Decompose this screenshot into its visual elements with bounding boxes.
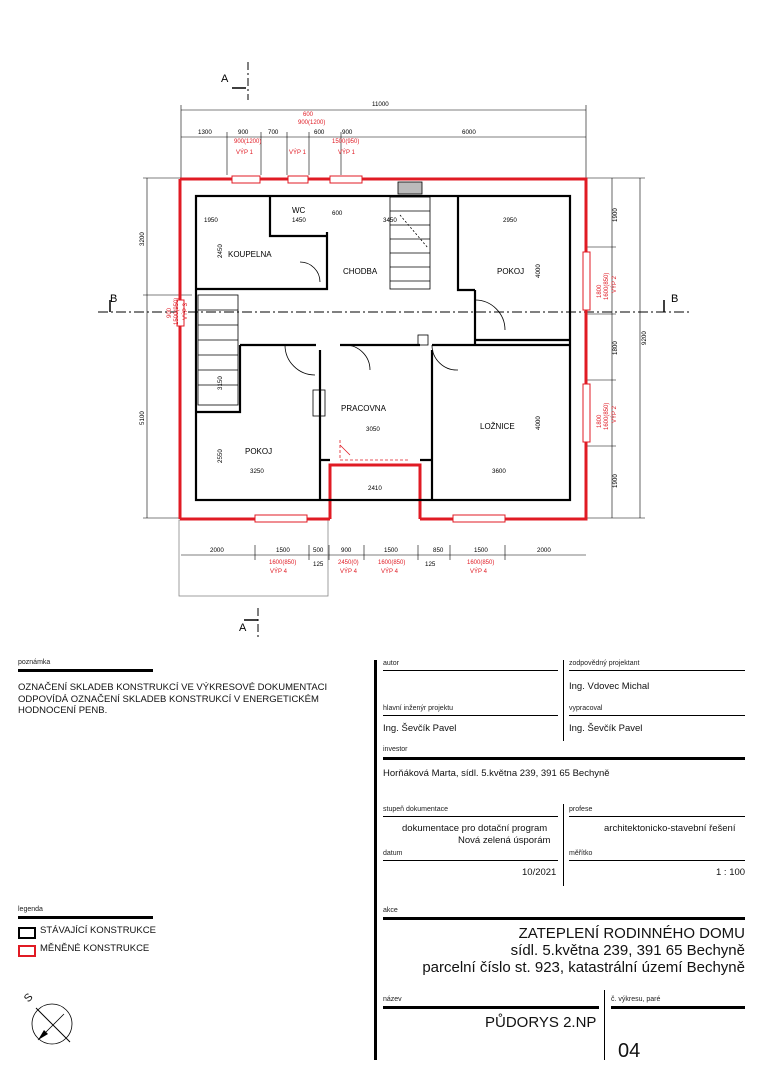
legend-label-changed: MĚNĚNÉ KONSTRUKCE xyxy=(40,943,150,954)
dim-red-bottom-3: 1600(850) xyxy=(467,560,495,566)
tb-divider-1 xyxy=(563,660,564,741)
dim-bottom-4: 1500 xyxy=(384,547,398,554)
dim-red-right-2: 1800 xyxy=(597,414,603,428)
stupen-value-1: dokumentace pro dotační program xyxy=(402,823,548,834)
legend-label-existing: STÁVAJÍCÍ KONSTRUKCE xyxy=(40,925,156,936)
section-a-label-bottom: A xyxy=(239,622,247,634)
tb-rule-nazev xyxy=(383,1006,599,1009)
dim-red-bottom-0: 1600(850) xyxy=(269,560,297,566)
dim-l3600: 3600 xyxy=(492,468,506,475)
dim-bottom-2: 500 xyxy=(313,547,324,554)
akce-line-3: parcelní číslo st. 923, katastrální území Bechyně xyxy=(422,959,745,976)
dim-red-top-1: 600 xyxy=(303,112,314,118)
tb-divider-3 xyxy=(604,990,605,1060)
stupen-value-2: Nová zelená úsporám xyxy=(458,835,551,846)
dim-pk2550: 2550 xyxy=(217,449,224,463)
dim-bottom-0: 2000 xyxy=(210,547,224,554)
dim-top-0: 1300 xyxy=(198,129,212,136)
dim-bottom-6: 1500 xyxy=(474,547,488,554)
vyp4-b: VÝP 4 xyxy=(340,569,357,575)
vyp4-c: VÝP 4 xyxy=(381,569,398,575)
nazev-label: název xyxy=(383,996,402,1003)
room-koupelna: KOUPELNA xyxy=(228,250,272,259)
vyp4-a: VÝP 4 xyxy=(270,569,287,575)
balcony-outline xyxy=(179,520,328,596)
title-block-vertical-rule xyxy=(374,660,377,1060)
dim-k1950: 1950 xyxy=(204,217,218,224)
stupen-label: stupeň dokumentace xyxy=(383,806,448,813)
section-b-label-left: B xyxy=(110,293,118,305)
autor-label: autor xyxy=(383,660,399,667)
dim-pk3250: 3250 xyxy=(250,468,264,475)
north-arrow-icon xyxy=(28,1000,78,1050)
dim-red-left-1: 1500(950) xyxy=(174,297,180,325)
vyp2-b: VÝP 2 xyxy=(612,406,618,423)
datum-label: datum xyxy=(383,850,403,857)
dim-red-top-2: 900(1200) xyxy=(298,120,326,126)
dim-red-top-0: 900(1200) xyxy=(234,139,262,145)
dim-red-right-3: 1600(850) xyxy=(604,402,610,430)
dim-right-2: 1800 xyxy=(612,341,619,355)
section-a-label: A xyxy=(221,73,229,85)
cislo-value: 04 xyxy=(618,1040,641,1062)
dim-k2450: 2450 xyxy=(217,244,224,258)
legend-rule xyxy=(18,916,153,919)
vyp2-a: VÝP 2 xyxy=(612,276,618,293)
tb-line-profese xyxy=(569,816,745,817)
dim-top-3: 600 xyxy=(314,129,325,136)
dim-overall-height: 9200 xyxy=(641,331,648,345)
dim-top-2: 700 xyxy=(268,129,279,136)
tb-rule-investor xyxy=(383,757,745,760)
dim-b2410: 2410 xyxy=(368,485,382,492)
tb-rule-cislo xyxy=(611,1006,745,1009)
room-wc: WC xyxy=(292,206,306,215)
zodp-label: zodpovědný projektant xyxy=(569,660,640,667)
dim-top-1: 900 xyxy=(238,129,249,136)
dim-p2950: 2950 xyxy=(503,217,517,224)
vyp4-d: VÝP 4 xyxy=(470,569,487,575)
meritko-value: 1 : 100 xyxy=(716,867,746,878)
investor-label: investor xyxy=(383,746,408,753)
legend-swatch-existing xyxy=(18,927,36,939)
tb-line-stupen xyxy=(383,816,558,817)
nazev-value: PŮDORYS 2.NP xyxy=(485,1014,597,1031)
dim-red-right-0: 1800 xyxy=(597,284,603,298)
dim-overall-width: 11000 xyxy=(372,101,389,108)
dim-bottom-5: 850 xyxy=(433,547,444,554)
room-loznice: LOŽNICE xyxy=(480,422,515,431)
dim-pr3050: 3050 xyxy=(366,426,380,433)
dim-wc600: 600 xyxy=(332,210,343,217)
section-b-label-right: B xyxy=(671,293,679,305)
vyp3: VÝP 3 xyxy=(183,303,189,320)
profese-value: architektonicko-stavební řešení xyxy=(604,823,736,834)
vyp1-a: VÝP 1 xyxy=(236,150,253,156)
vyprac-value: Ing. Ševčík Pavel xyxy=(569,723,643,734)
meritko-label: měřítko xyxy=(569,850,593,857)
tb-line-meritko xyxy=(569,860,745,861)
akce-line-2: sídl. 5.května 239, 391 65 Bechyně xyxy=(510,942,745,959)
akce-label: akce xyxy=(383,907,398,914)
vyp1-c: VÝP 1 xyxy=(338,150,355,156)
dim-st3150: 3150 xyxy=(217,376,224,390)
room-pracovna: PRACOVNA xyxy=(341,404,386,413)
investor-value: Horňáková Marta, sídl. 5.května 239, 391 65 Bechyně xyxy=(383,768,610,779)
note-text: OZNAČENÍ SKLADEB KONSTRUKCÍ VE VÝKRESOVÉ DOKUMENTACI ODPOVÍDÁ OZNAČENÍ SKLADEB KONSTRUKCÍ V ENERGETICKÉM HODNOCENÍ PENB. xyxy=(18,682,328,716)
room-pokoj-ne: POKOJ xyxy=(497,267,525,276)
dim-left-0: 3200 xyxy=(139,232,146,246)
dim-right-0: 1900 xyxy=(612,208,619,222)
note-rule xyxy=(18,669,153,672)
tb-line-datum xyxy=(383,860,558,861)
room-chodba: CHODBA xyxy=(343,267,378,276)
dim-right-4: 1900 xyxy=(612,474,619,488)
tb-divider-2 xyxy=(563,804,564,886)
dim-bottom-7: 2000 xyxy=(537,547,551,554)
datum-value: 10/2021 xyxy=(522,867,557,878)
dim-red-left-0: 900 xyxy=(167,307,173,318)
section-mark-a-bottom xyxy=(239,608,258,640)
tb-line-hip xyxy=(383,715,558,716)
dim-top-4: 900 xyxy=(342,129,353,136)
note-heading: poznámka xyxy=(18,659,51,666)
dim-ch3450: 3450 xyxy=(383,217,397,224)
dim-red-right-1: 1600(850) xyxy=(604,272,610,300)
hip-value: Ing. Ševčík Pavel xyxy=(383,723,457,734)
dim-red-top-3: 1500(950) xyxy=(332,139,360,145)
tb-rule-akce xyxy=(383,917,745,920)
dim-left-1: 5100 xyxy=(139,411,146,425)
dim-red-bottom-2: 1600(850) xyxy=(378,560,406,566)
section-mark-a-top xyxy=(221,62,248,100)
tb-line-vyprac xyxy=(569,715,745,716)
cislo-label: č. výkresu, paré xyxy=(611,996,661,1003)
legend-swatch-changed xyxy=(18,945,36,957)
dim-wc1450: 1450 xyxy=(292,217,306,224)
room-pokoj-sw: POKOJ xyxy=(245,447,273,456)
dim-bottom-1: 1500 xyxy=(276,547,290,554)
dim-top-5: 6000 xyxy=(462,129,476,136)
hip-label: hlavní inženýr projektu xyxy=(383,705,454,712)
legend-heading: legenda xyxy=(18,906,43,913)
dim-l4000: 4000 xyxy=(535,416,542,430)
dim-bottom-small-0: 125 xyxy=(313,561,324,568)
akce-line-1: ZATEPLENÍ RODINNÉHO DOMU xyxy=(518,925,745,942)
profese-label: profese xyxy=(569,806,593,813)
zodp-value: Ing. Vdovec Michal xyxy=(569,681,650,692)
tb-line-autor xyxy=(383,670,558,671)
dim-bottom-3: 900 xyxy=(341,547,352,554)
dim-bottom-small-1: 125 xyxy=(425,561,436,568)
vyp1-b: VÝP 1 xyxy=(289,150,306,156)
dim-p4000: 4000 xyxy=(535,264,542,278)
vyprac-label: vypracoval xyxy=(569,705,603,712)
north-letter: S xyxy=(21,991,36,1005)
dim-red-bottom-1: 2450(0) xyxy=(338,560,359,566)
tb-line-zodp xyxy=(569,670,745,671)
